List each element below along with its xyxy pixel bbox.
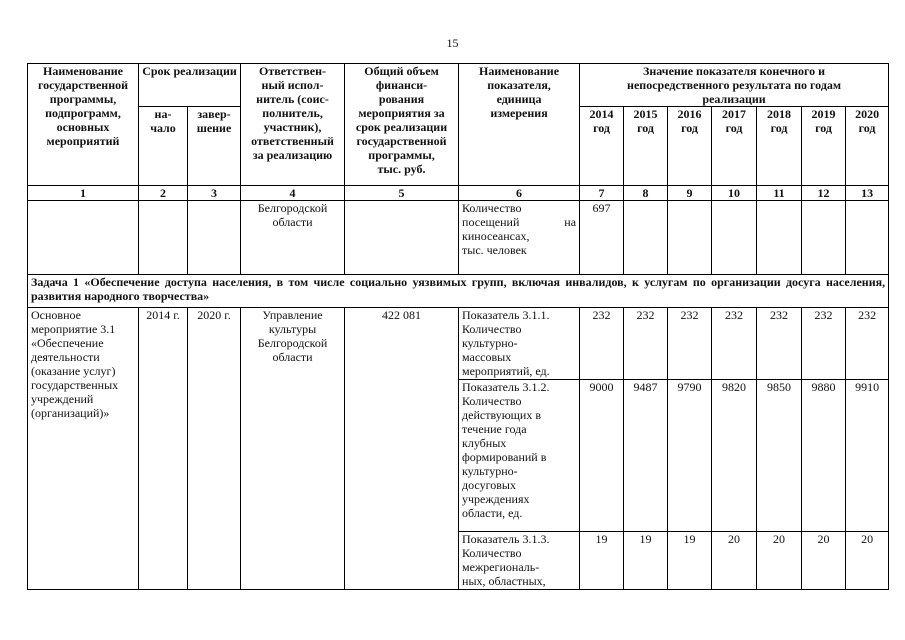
column-number: 7 — [580, 186, 624, 201]
cell-empty — [757, 201, 802, 275]
cell-empty — [624, 201, 668, 275]
continuation-indicator — [459, 201, 580, 275]
header-executor: Ответствен- ный испол- нитель (соис- полнитель, участник), ответственный за реализацию — [241, 64, 345, 186]
task-heading-row — [28, 275, 889, 308]
column-number: 12 — [802, 186, 846, 201]
column-number: 8 — [624, 186, 668, 201]
cell-empty — [846, 201, 889, 275]
column-number: 3 — [188, 186, 241, 201]
column-number: 5 — [345, 186, 459, 201]
header-year-2014: 2014 год — [580, 107, 624, 186]
header-year-2020: 2020 год — [846, 107, 889, 186]
cell-empty — [668, 201, 712, 275]
header-year-2018: 2018 год — [757, 107, 802, 186]
header-start: на- чало — [139, 107, 188, 186]
indicator-word: на — [564, 215, 577, 229]
value-2017: 232 — [712, 308, 757, 380]
column-number: 1 — [28, 186, 139, 201]
indicator-line — [462, 215, 576, 229]
header-values: Значение показателя конечного и непосредственного результата по годам реализации — [580, 64, 889, 107]
cell-empty — [802, 201, 846, 275]
value-2014: 19 — [580, 532, 624, 590]
indicator-name: Показатель 3.1.2. Количество действующих в течение года клубных формирований в культурно- досуговых учреждениях области, ед. — [459, 380, 580, 532]
task-heading: Задача 1 «Обеспечение доступа населения, в том числе социально уязвимых групп, включая инвалидов, к услугам по организации досуга населения, развития народного творчества» — [28, 275, 889, 308]
column-number: 6 — [459, 186, 580, 201]
indicator-row-1 — [28, 308, 889, 380]
value-2020: 20 — [846, 532, 889, 590]
value-2016: 19 — [668, 532, 712, 590]
header-year-2015: 2015 год — [624, 107, 668, 186]
value-2018: 20 — [757, 532, 802, 590]
column-numbers-row — [28, 186, 889, 201]
value-2018: 9850 — [757, 380, 802, 532]
value-2016: 232 — [668, 308, 712, 380]
column-number: 4 — [241, 186, 345, 201]
column-number: 10 — [712, 186, 757, 201]
header-year-2019: 2019 год — [802, 107, 846, 186]
continuation-executor: Белгородской области — [241, 201, 345, 275]
measure-name: Основное мероприятие 3.1 «Обеспечение деятельности (оказание услуг) государственных учреждений (организаций)» — [28, 308, 139, 590]
value-2019: 232 — [802, 308, 846, 380]
page-number: 15 — [446, 36, 459, 50]
cell-empty — [28, 201, 139, 275]
value-2015: 232 — [624, 308, 668, 380]
value-2014: 9000 — [580, 380, 624, 532]
header-year-2017: 2017 год — [712, 107, 757, 186]
indicator-name: Показатель 3.1.3. Количество межрегиональ- ных, областных, — [459, 532, 580, 590]
indicator-line: киносеансах, тыс. человек — [462, 229, 530, 257]
value-2016: 9790 — [668, 380, 712, 532]
cell-empty — [188, 201, 241, 275]
cell-empty — [712, 201, 757, 275]
measure-executor: Управление культуры Белгородской области — [241, 308, 345, 590]
value-2020: 232 — [846, 308, 889, 380]
value-2019: 20 — [802, 532, 846, 590]
measure-end: 2020 г. — [188, 308, 241, 590]
value-2018: 232 — [757, 308, 802, 380]
header-year-2016: 2016 год — [668, 107, 712, 186]
header-term: Срок реализации — [139, 64, 241, 107]
value-2014: 232 — [580, 308, 624, 380]
indicator-line: Количество — [462, 201, 522, 215]
column-number: 2 — [139, 186, 188, 201]
value-2017: 9820 — [712, 380, 757, 532]
value-2020: 9910 — [846, 380, 889, 532]
cell-empty — [139, 201, 188, 275]
program-indicators-table — [27, 63, 889, 590]
column-number: 13 — [846, 186, 889, 201]
column-number: 9 — [668, 186, 712, 201]
header-end: завер- шение — [188, 107, 241, 186]
cell-empty — [345, 201, 459, 275]
value-2019: 9880 — [802, 380, 846, 532]
indicator-word: посещений — [462, 215, 520, 229]
value-2015: 19 — [624, 532, 668, 590]
value-2017: 20 — [712, 532, 757, 590]
measure-funding: 422 081 — [345, 308, 459, 590]
value-2014: 697 — [580, 201, 624, 275]
header-row-1 — [28, 64, 889, 107]
measure-start: 2014 г. — [139, 308, 188, 590]
value-2015: 9487 — [624, 380, 668, 532]
header-indicator: Наименование показателя, единица измерения — [459, 64, 580, 186]
column-number: 11 — [757, 186, 802, 201]
continuation-row — [28, 201, 889, 275]
header-funding: Общий объем финанси- рования мероприятия за срок реализации государственной программы, тыс. руб. — [345, 64, 459, 186]
header-program-name: Наименование государственной программы, подпрограмм, основных мероприятий — [28, 64, 139, 186]
indicator-name: Показатель 3.1.1. Количество культурно- массовых мероприятий, ед. — [459, 308, 580, 380]
